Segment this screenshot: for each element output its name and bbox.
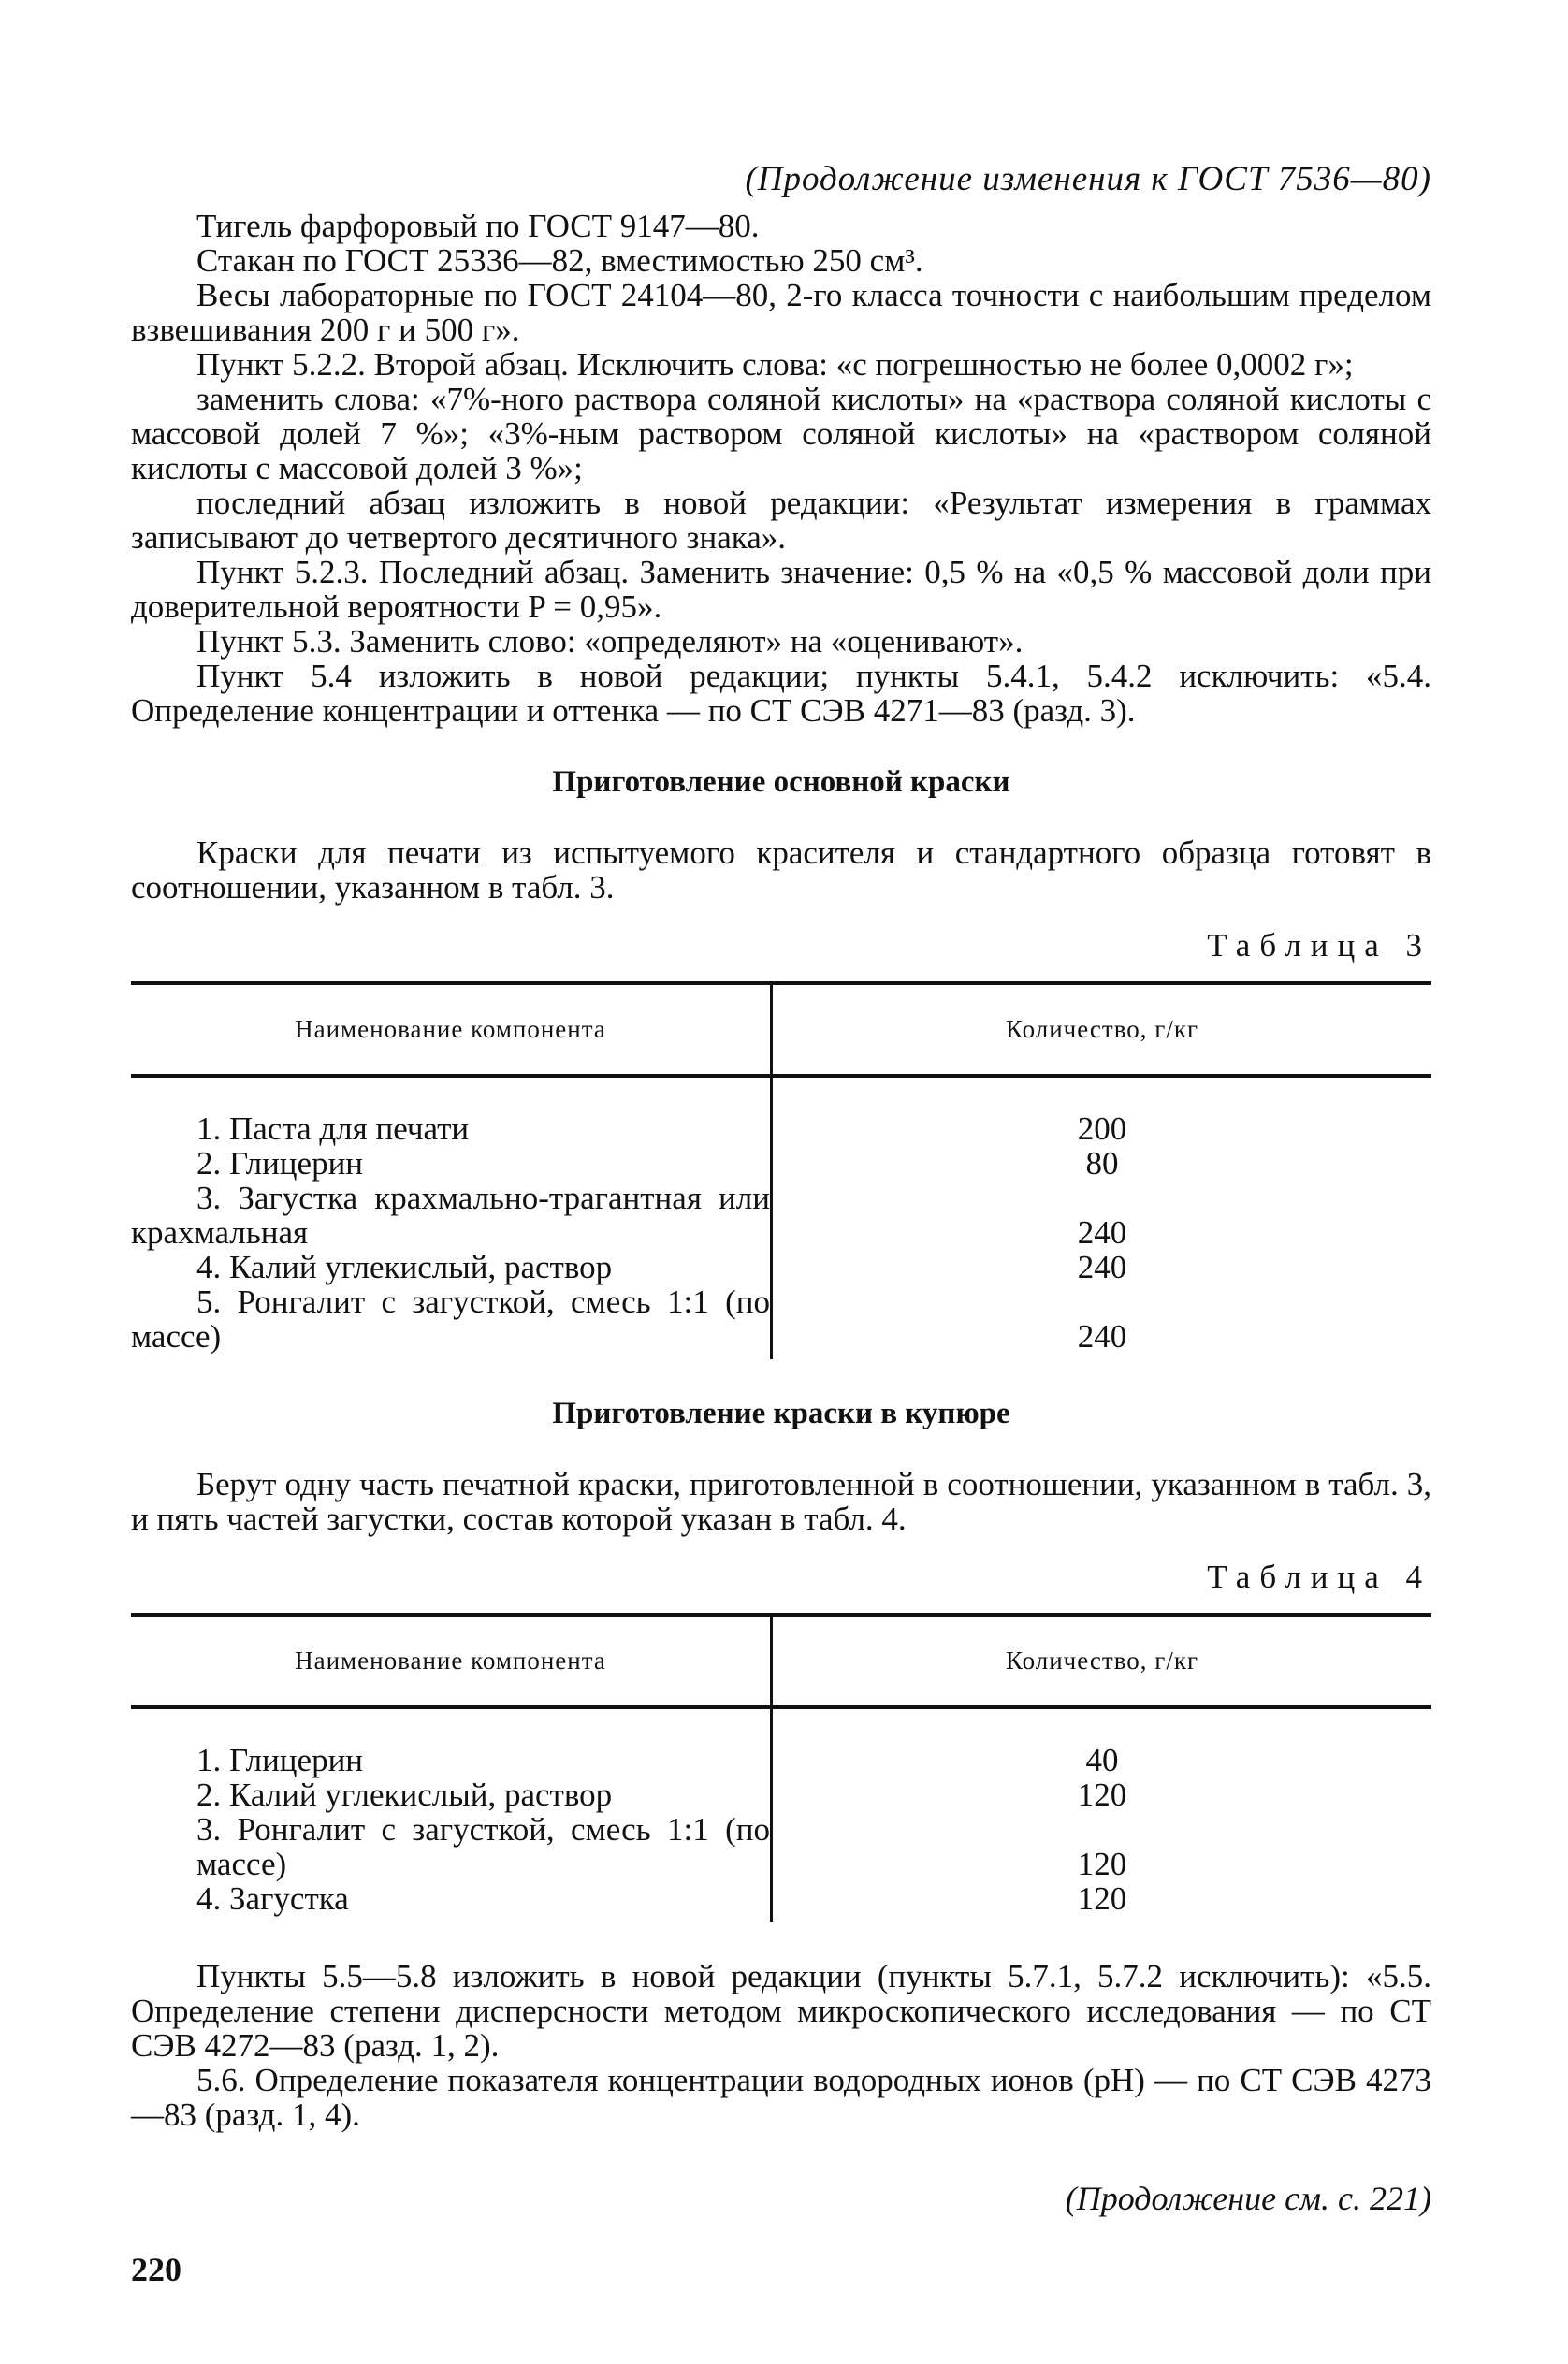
paragraph: последний абзац изложить в новой редакции: «Результат измерения в граммах записывают до четвертого десятичного знака». bbox=[131, 485, 1431, 556]
cell-name: 2. Глицерин bbox=[196, 1145, 364, 1182]
paragraph: Стакан по ГОСТ 25336—82, вместимостью 250 см³. bbox=[196, 242, 923, 279]
cell-value: 80 bbox=[1085, 1145, 1119, 1182]
cell-name: 2. Калий углекислый, раствор bbox=[196, 1777, 613, 1813]
paragraph: заменить слова: «7%-ного раствора соляной кислоты» на «раствора соляной кислоты с массовой долей 7 %»; «3%-ным раствором соляной кислоты» на «раствором соляной кислоты с массовой долей 3 %»; bbox=[131, 381, 1431, 486]
continuation-header: (Продолжение изменения к ГОСТ 7536—80) bbox=[745, 160, 1431, 198]
document-page bbox=[131, 159, 1431, 2289]
section-text: Берут одну часть печатной краски, приготовленной в соотношении, указанном в табл. 3, и пять частей загустки, состав которой указан в табл. 4. bbox=[131, 1466, 1431, 1537]
cell-name: 1. Глицерин bbox=[196, 1742, 364, 1778]
cell-name: 5. Ронгалит с загусткой, смесь 1:1 (по массе) bbox=[131, 1284, 770, 1355]
paragraph: Пункт 5.2.3. Последний абзац. Заменить значение: 0,5 % на «0,5 % массовой доли при доверительной вероятности P = 0,95». bbox=[131, 554, 1431, 625]
paragraph: Пункты 5.5—5.8 изложить в новой редакции (пункты 5.7.1, 5.7.2 исключить): «5.5. Определение степени дисперсности методом микроскопического исследования — по СТ СЭВ 4272—83 (разд. 1, 2). bbox=[131, 1958, 1431, 2064]
cell-value: 40 bbox=[1085, 1742, 1119, 1778]
top-paragraphs bbox=[131, 209, 1431, 728]
cell-name: 3. Ронгалит с загусткой, смесь 1:1 (по массе) bbox=[196, 1811, 770, 1882]
table-3 bbox=[131, 981, 1431, 1359]
page-number: 220 bbox=[131, 2251, 181, 2288]
column-header: Наименование компонента bbox=[131, 1615, 772, 1707]
paragraph: Пункт 5.4 изложить в новой редакции; пункты 5.4.1, 5.4.2 исключить: «5.4. Определение концентрации и оттенка — по СТ СЭВ 4271—83 (разд. 3). bbox=[131, 658, 1431, 729]
continuation-footer: (Продолжение см. с. 221) bbox=[1065, 2180, 1431, 2217]
cell-value: 200 bbox=[1077, 1110, 1127, 1147]
cell-name: 4. Загустка bbox=[196, 1880, 349, 1917]
table-4 bbox=[131, 1613, 1431, 1922]
table-label: Таблица 3 bbox=[1207, 927, 1431, 964]
cell-value: 120 bbox=[1077, 1846, 1127, 1882]
column-header: Наименование компонента bbox=[131, 983, 772, 1076]
table-row bbox=[131, 1707, 1431, 1922]
section-text: Краски для печати из испытуемого красителя и стандартного образца готовят в соотношении, указанном в табл. 3. bbox=[131, 834, 1431, 906]
paragraph: Тигель фарфоровый по ГОСТ 9147—80. bbox=[196, 208, 760, 244]
cell-value: 240 bbox=[1077, 1214, 1127, 1251]
column-header: Количество, г/кг bbox=[1005, 1646, 1199, 1675]
paragraph: 5.6. Определение показателя концентрации водородных ионов (pH) — по СТ СЭВ 4273—83 (разд. 1, 4). bbox=[131, 2062, 1431, 2133]
cell-name: 4. Калий углекислый, раствор bbox=[196, 1249, 613, 1285]
paragraph: Пункт 5.2.2. Второй абзац. Исключить слова: «с погрешностью не более 0,0002 г»; bbox=[196, 346, 1354, 383]
cell-value: 120 bbox=[1077, 1880, 1127, 1917]
section-title: Приготовление краски в купюре bbox=[552, 1397, 1010, 1430]
column-header: Количество, г/кг bbox=[1005, 1015, 1199, 1043]
paragraph: Весы лабораторные по ГОСТ 24104—80, 2-го класса точности с наибольшим пределом взвешивания 200 г и 500 г». bbox=[131, 277, 1431, 348]
bottom-paragraphs bbox=[131, 1959, 1431, 2132]
table-row bbox=[131, 1076, 1431, 1359]
cell-value: 240 bbox=[1077, 1318, 1127, 1355]
table-label: Таблица 4 bbox=[1207, 1559, 1431, 1595]
cell-value: 120 bbox=[1077, 1777, 1127, 1813]
cell-name: 3. Загустка крахмально-трагантная или крахмальная bbox=[131, 1180, 770, 1251]
section-title: Приготовление основной краски bbox=[552, 765, 1010, 799]
cell-value: 240 bbox=[1077, 1249, 1127, 1285]
cell-name: 1. Паста для печати bbox=[196, 1110, 470, 1147]
paragraph: Пункт 5.3. Заменить слово: «определяют» на «оценивают». bbox=[196, 623, 1024, 660]
